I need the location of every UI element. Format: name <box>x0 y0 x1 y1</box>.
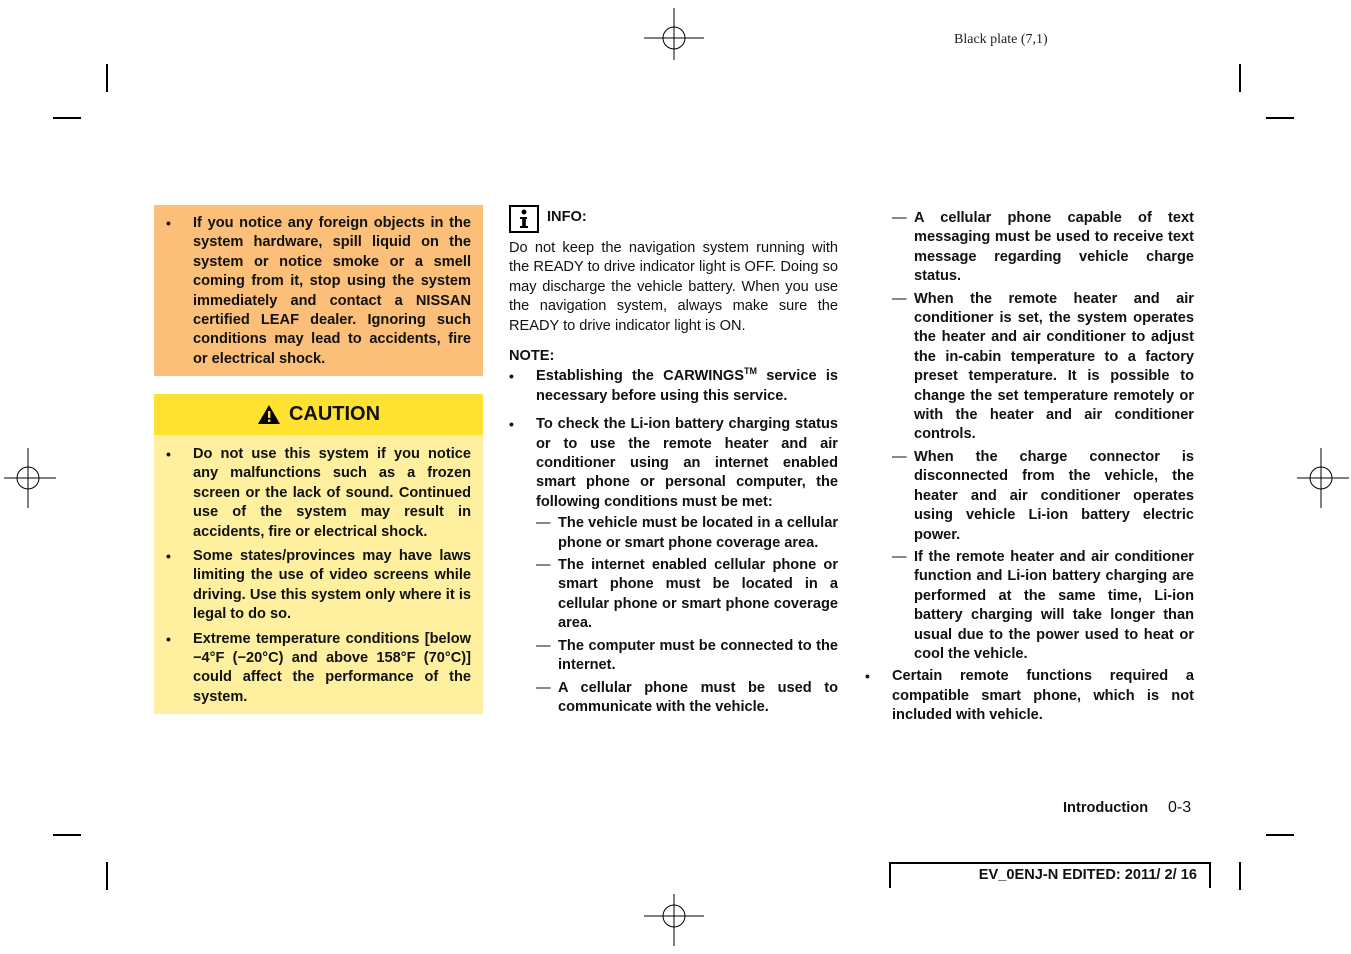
condition-item: — A cellular phone must be used to communicate with the vehicle. <box>536 679 838 718</box>
warning-triangle-icon <box>257 404 281 425</box>
condition-item: — When the charge connector is disconnected from the vehicle, the heater and air conditioner operates using vehicle Li-ion battery electric power. <box>892 448 1194 545</box>
edition-label: EV_0ENJ-N EDITED: 2011/ 2/ 16 <box>978 867 1197 883</box>
right-column <box>865 209 1194 731</box>
caution-list <box>166 445 471 712</box>
crop-mark <box>1239 862 1241 890</box>
note-title: NOTE: <box>509 348 555 364</box>
registration-mark-icon <box>1291 448 1351 508</box>
note-item: • Establishing the CARWINGS™ service is necessary before using this service. <box>509 367 838 406</box>
registration-mark-icon <box>0 448 60 508</box>
warning-item: • If you notice any foreign objects in the system hardware, spill liquid on the system or notice smoke or a smell coming from it, stop using the system immediately and contact a NISSAN certified LEAF dealer. Ignoring such conditions may lead to accidents, fire or electrical shock. <box>166 214 471 369</box>
caution-header <box>154 394 483 435</box>
info-heading <box>509 205 587 233</box>
condition-item: — If the remote heater and air conditioner function and Li-ion battery charging are performed at the same time, Li-ion battery charging will take longer than usual due to the power used to heat or cool the vehicle. <box>892 548 1194 664</box>
crop-mark <box>53 117 81 119</box>
registration-mark-icon <box>644 886 704 946</box>
crop-mark <box>53 834 81 836</box>
condition-item: — A cellular phone capable of text messaging must be used to receive text message regarding vehicle charge status. <box>892 209 1194 287</box>
caution-item: • Some states/provinces may have laws limiting the use of video screens while driving. Use this system only where it is legal to do so. <box>166 547 471 625</box>
note-section <box>509 347 838 720</box>
caution-item: • Extreme temperature conditions [below −4°F (−20°C) and above 158°F (70°C)] could affect the performance of the system. <box>166 630 471 708</box>
info-icon <box>509 205 539 233</box>
condition-item: — The internet enabled cellular phone or smart phone must be located in a cellular phone or smart phone coverage area. <box>536 556 838 634</box>
plate-label: Black plate (7,1) <box>954 32 1048 47</box>
page-number: 0-3 <box>1168 799 1192 816</box>
crop-mark <box>1266 834 1294 836</box>
crop-mark <box>106 64 108 92</box>
note-item: • Certain remote functions required a compatible smart phone, which is not included with vehicle. <box>865 667 1194 725</box>
registration-mark-icon <box>644 8 704 68</box>
edition-box <box>889 862 1211 888</box>
info-text: Do not keep the navigation system running with the READY to drive indicator light is OFF. Doing so may discharge the vehicle battery. When you use the navigation system, always make sure the READY to drive indicator light is ON. <box>509 240 838 334</box>
condition-item: — When the remote heater and air conditioner is set, the system operates the heater and air conditioner to adjust the in-cabin temperature to a factory preset temperature. It is possible to change the set temperature remotely or with the heater and air conditioner controls. <box>892 290 1194 445</box>
crop-mark <box>1266 117 1294 119</box>
caution-item: • Do not use this system if you notice any malfunctions such as a frozen screen or the lack of sound. Continued use of the system may result in accidents, fire or electrical shock. <box>166 445 471 542</box>
warning-box-text <box>166 214 471 374</box>
caution-title: CAUTION <box>288 403 381 425</box>
section-name: Introduction <box>1063 800 1149 816</box>
crop-mark <box>1239 64 1241 92</box>
note-item: • To check the Li-ion battery charging status or to use the remote heater and air conditioner using an internet enabled smart phone or personal computer, the following conditions must be met: — The vehicle must be located in a cellular phone or smart phone coverage area. — The internet enabled cellular phone or smart phone must be located in a cellular phone or smart phone coverage area. — The computer must be connected to the internet. — A cellular phone must be used to communicate with the vehicle. <box>509 415 838 717</box>
condition-item: — The vehicle must be located in a cellular phone or smart phone coverage area. <box>536 514 838 553</box>
condition-item: — The computer must be connected to the internet. <box>536 637 838 676</box>
info-title: INFO: <box>547 209 587 225</box>
crop-mark <box>106 862 108 890</box>
